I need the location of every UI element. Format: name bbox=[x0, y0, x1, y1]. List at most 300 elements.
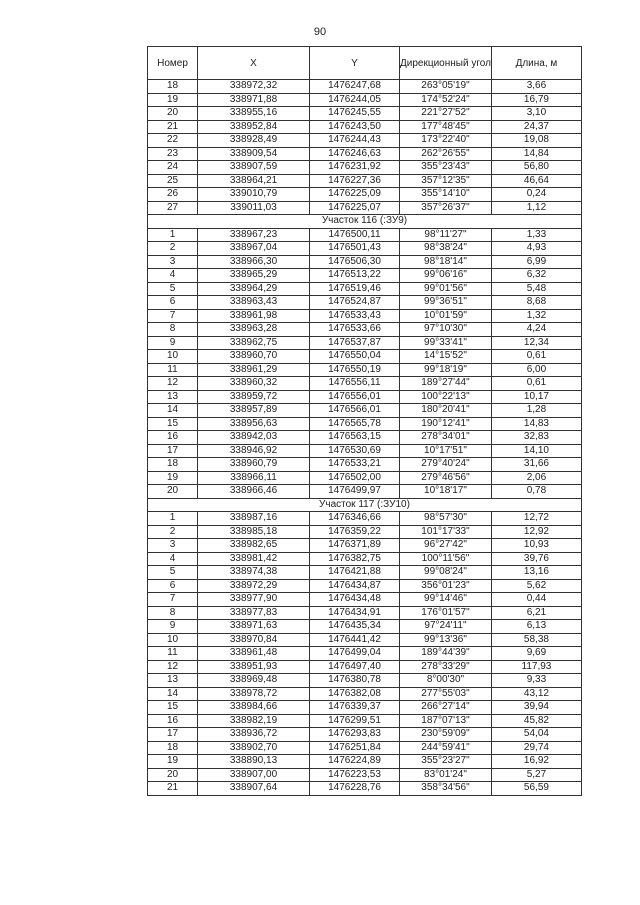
cell-number: 15 bbox=[148, 417, 198, 431]
cell-x: 338942,03 bbox=[198, 431, 310, 445]
cell-length: 1,28 bbox=[491, 404, 581, 418]
cell-length: 12,72 bbox=[491, 512, 581, 526]
cell-number: 21 bbox=[148, 782, 198, 796]
cell-number: 6 bbox=[148, 579, 198, 593]
cell-bearing: 180°20'41" bbox=[400, 404, 492, 418]
cell-bearing: 98°38'24" bbox=[400, 242, 492, 256]
table-row bbox=[148, 323, 582, 337]
header-x: X bbox=[198, 47, 310, 80]
cell-number: 9 bbox=[148, 620, 198, 634]
cell-number: 4 bbox=[148, 552, 198, 566]
cell-y: 1476537,87 bbox=[310, 336, 400, 350]
cell-length: 6,00 bbox=[491, 363, 581, 377]
table-row bbox=[148, 377, 582, 391]
cell-bearing: 262°26'55" bbox=[400, 147, 492, 161]
cell-length: 16,79 bbox=[491, 93, 581, 107]
table-row bbox=[148, 633, 582, 647]
cell-length: 31,66 bbox=[491, 458, 581, 472]
table-row bbox=[148, 336, 582, 350]
cell-number: 26 bbox=[148, 188, 198, 202]
cell-bearing: 97°10'30" bbox=[400, 323, 492, 337]
table-row bbox=[148, 282, 582, 296]
cell-x: 338902,70 bbox=[198, 741, 310, 755]
cell-number: 2 bbox=[148, 242, 198, 256]
cell-bearing: 99°14'46" bbox=[400, 593, 492, 607]
cell-number: 10 bbox=[148, 633, 198, 647]
cell-number: 19 bbox=[148, 93, 198, 107]
cell-x: 338966,46 bbox=[198, 485, 310, 499]
cell-bearing: 99°36'51" bbox=[400, 296, 492, 310]
cell-bearing: 174°52'24" bbox=[400, 93, 492, 107]
table-row bbox=[148, 161, 582, 175]
cell-length: 3,10 bbox=[491, 107, 581, 121]
cell-length: 14,84 bbox=[491, 147, 581, 161]
cell-bearing: 187°07'13" bbox=[400, 714, 492, 728]
cell-bearing: 97°24'11" bbox=[400, 620, 492, 634]
table-row bbox=[148, 485, 582, 499]
cell-x: 338909,54 bbox=[198, 147, 310, 161]
table-row bbox=[148, 201, 582, 215]
table-row bbox=[148, 755, 582, 769]
table-row bbox=[148, 80, 582, 94]
cell-x: 338963,28 bbox=[198, 323, 310, 337]
cell-bearing: 358°34'56" bbox=[400, 782, 492, 796]
cell-bearing: 83°01'24" bbox=[400, 768, 492, 782]
cell-x: 338974,38 bbox=[198, 566, 310, 580]
cell-length: 1,32 bbox=[491, 309, 581, 323]
table-row bbox=[148, 728, 582, 742]
header-number: Номер bbox=[148, 47, 198, 80]
cell-length: 1,33 bbox=[491, 228, 581, 242]
cell-bearing: 278°34'01" bbox=[400, 431, 492, 445]
cell-bearing: 14°15'52" bbox=[400, 350, 492, 364]
cell-y: 1476247,68 bbox=[310, 80, 400, 94]
cell-y: 1476382,75 bbox=[310, 552, 400, 566]
cell-y: 1476506,30 bbox=[310, 255, 400, 269]
cell-bearing: 10°17'51" bbox=[400, 444, 492, 458]
cell-y: 1476225,09 bbox=[310, 188, 400, 202]
header-length: Длина, м bbox=[491, 47, 581, 80]
cell-number: 1 bbox=[148, 228, 198, 242]
table-row bbox=[148, 593, 582, 607]
cell-bearing: 266°27'14" bbox=[400, 701, 492, 715]
cell-x: 338952,84 bbox=[198, 120, 310, 134]
cell-bearing: 279°46'56" bbox=[400, 471, 492, 485]
cell-number: 7 bbox=[148, 593, 198, 607]
cell-number: 21 bbox=[148, 120, 198, 134]
table-row bbox=[148, 188, 582, 202]
cell-x: 338964,21 bbox=[198, 174, 310, 188]
table-row bbox=[148, 417, 582, 431]
cell-number: 4 bbox=[148, 269, 198, 283]
cell-bearing: 98°57'30" bbox=[400, 512, 492, 526]
table-row bbox=[148, 120, 582, 134]
table-row bbox=[148, 714, 582, 728]
cell-y: 1476243,50 bbox=[310, 120, 400, 134]
cell-length: 58,38 bbox=[491, 633, 581, 647]
table-row bbox=[148, 620, 582, 634]
cell-x: 338951,93 bbox=[198, 660, 310, 674]
cell-bearing: 355°23'27" bbox=[400, 755, 492, 769]
cell-x: 338960,70 bbox=[198, 350, 310, 364]
table-row bbox=[148, 768, 582, 782]
cell-number: 20 bbox=[148, 107, 198, 121]
cell-length: 12,92 bbox=[491, 525, 581, 539]
table-row bbox=[148, 107, 582, 121]
cell-bearing: 279°40'24" bbox=[400, 458, 492, 472]
header-y: Y bbox=[310, 47, 400, 80]
cell-bearing: 176°01'57" bbox=[400, 606, 492, 620]
cell-length: 19,08 bbox=[491, 134, 581, 148]
cell-length: 54,04 bbox=[491, 728, 581, 742]
cell-x: 338959,72 bbox=[198, 390, 310, 404]
cell-bearing: 230°59'09" bbox=[400, 728, 492, 742]
cell-y: 1476550,19 bbox=[310, 363, 400, 377]
table-row bbox=[148, 269, 582, 283]
cell-bearing: 101°17'33" bbox=[400, 525, 492, 539]
table-row bbox=[148, 296, 582, 310]
cell-x: 338962,75 bbox=[198, 336, 310, 350]
cell-y: 1476434,87 bbox=[310, 579, 400, 593]
coordinates-table bbox=[147, 46, 582, 796]
cell-x: 338985,18 bbox=[198, 525, 310, 539]
cell-y: 1476500,11 bbox=[310, 228, 400, 242]
cell-number: 18 bbox=[148, 80, 198, 94]
cell-x: 338966,11 bbox=[198, 471, 310, 485]
cell-x: 338971,63 bbox=[198, 620, 310, 634]
cell-x: 338907,59 bbox=[198, 161, 310, 175]
cell-x: 338960,79 bbox=[198, 458, 310, 472]
cell-bearing: 98°18'14" bbox=[400, 255, 492, 269]
cell-bearing: 10°18'17" bbox=[400, 485, 492, 499]
cell-y: 1476224,89 bbox=[310, 755, 400, 769]
cell-number: 8 bbox=[148, 323, 198, 337]
cell-length: 9,33 bbox=[491, 674, 581, 688]
cell-x: 338907,00 bbox=[198, 768, 310, 782]
cell-y: 1476382,08 bbox=[310, 687, 400, 701]
cell-bearing: 99°06'16" bbox=[400, 269, 492, 283]
table-row bbox=[148, 512, 582, 526]
cell-length: 2,06 bbox=[491, 471, 581, 485]
cell-length: 6,13 bbox=[491, 620, 581, 634]
cell-length: 56,80 bbox=[491, 161, 581, 175]
cell-y: 1476299,51 bbox=[310, 714, 400, 728]
cell-length: 1,12 bbox=[491, 201, 581, 215]
cell-length: 14,10 bbox=[491, 444, 581, 458]
cell-x: 338977,83 bbox=[198, 606, 310, 620]
table-row bbox=[148, 309, 582, 323]
cell-y: 1476293,83 bbox=[310, 728, 400, 742]
cell-y: 1476227,36 bbox=[310, 174, 400, 188]
cell-length: 6,32 bbox=[491, 269, 581, 283]
cell-number: 16 bbox=[148, 431, 198, 445]
cell-y: 1476565,78 bbox=[310, 417, 400, 431]
cell-y: 1476556,11 bbox=[310, 377, 400, 391]
cell-bearing: 99°08'24" bbox=[400, 566, 492, 580]
table-row bbox=[148, 552, 582, 566]
cell-length: 5,27 bbox=[491, 768, 581, 782]
cell-number: 13 bbox=[148, 674, 198, 688]
table-row bbox=[148, 687, 582, 701]
cell-number: 12 bbox=[148, 660, 198, 674]
cell-bearing: 96°27'42" bbox=[400, 539, 492, 553]
table-row bbox=[148, 660, 582, 674]
cell-y: 1476513,22 bbox=[310, 269, 400, 283]
cell-y: 1476530,69 bbox=[310, 444, 400, 458]
cell-bearing: 100°11'56" bbox=[400, 552, 492, 566]
table-row bbox=[148, 566, 582, 580]
cell-number: 13 bbox=[148, 390, 198, 404]
cell-number: 11 bbox=[148, 363, 198, 377]
cell-y: 1476497,40 bbox=[310, 660, 400, 674]
table-row bbox=[148, 606, 582, 620]
cell-bearing: 8°00'30" bbox=[400, 674, 492, 688]
table-row bbox=[148, 647, 582, 661]
cell-y: 1476499,04 bbox=[310, 647, 400, 661]
cell-y: 1476441,42 bbox=[310, 633, 400, 647]
cell-number: 14 bbox=[148, 404, 198, 418]
cell-y: 1476339,37 bbox=[310, 701, 400, 715]
cell-number: 7 bbox=[148, 309, 198, 323]
cell-bearing: 190°12'41" bbox=[400, 417, 492, 431]
cell-y: 1476566,01 bbox=[310, 404, 400, 418]
cell-number: 19 bbox=[148, 755, 198, 769]
cell-x: 339011,03 bbox=[198, 201, 310, 215]
table-row bbox=[148, 350, 582, 364]
cell-length: 10,93 bbox=[491, 539, 581, 553]
cell-length: 29,74 bbox=[491, 741, 581, 755]
cell-bearing: 355°23'43" bbox=[400, 161, 492, 175]
cell-length: 4,24 bbox=[491, 323, 581, 337]
cell-number: 12 bbox=[148, 377, 198, 391]
cell-length: 43,12 bbox=[491, 687, 581, 701]
cell-number: 14 bbox=[148, 687, 198, 701]
cell-bearing: 99°33'41" bbox=[400, 336, 492, 350]
cell-x: 338971,88 bbox=[198, 93, 310, 107]
cell-length: 6,21 bbox=[491, 606, 581, 620]
cell-length: 14,83 bbox=[491, 417, 581, 431]
cell-y: 1476251,84 bbox=[310, 741, 400, 755]
cell-x: 338955,16 bbox=[198, 107, 310, 121]
cell-y: 1476519,46 bbox=[310, 282, 400, 296]
cell-x: 338972,29 bbox=[198, 579, 310, 593]
cell-y: 1476228,76 bbox=[310, 782, 400, 796]
cell-x: 338981,42 bbox=[198, 552, 310, 566]
cell-bearing: 99°13'36" bbox=[400, 633, 492, 647]
cell-number: 2 bbox=[148, 525, 198, 539]
cell-length: 45,82 bbox=[491, 714, 581, 728]
cell-y: 1476225,07 bbox=[310, 201, 400, 215]
cell-bearing: 99°18'19" bbox=[400, 363, 492, 377]
cell-number: 15 bbox=[148, 701, 198, 715]
table-row bbox=[148, 255, 582, 269]
cell-length: 13,16 bbox=[491, 566, 581, 580]
cell-number: 22 bbox=[148, 134, 198, 148]
cell-x: 338961,98 bbox=[198, 309, 310, 323]
cell-y: 1476244,05 bbox=[310, 93, 400, 107]
cell-length: 16,92 bbox=[491, 755, 581, 769]
cell-x: 338957,89 bbox=[198, 404, 310, 418]
cell-bearing: 244°59'41" bbox=[400, 741, 492, 755]
cell-y: 1476533,43 bbox=[310, 309, 400, 323]
cell-x: 338982,65 bbox=[198, 539, 310, 553]
cell-x: 339010,79 bbox=[198, 188, 310, 202]
cell-x: 338972,32 bbox=[198, 80, 310, 94]
cell-x: 338987,16 bbox=[198, 512, 310, 526]
table-row bbox=[148, 431, 582, 445]
table-row bbox=[148, 782, 582, 796]
cell-number: 5 bbox=[148, 566, 198, 580]
cell-y: 1476499,97 bbox=[310, 485, 400, 499]
cell-y: 1476434,48 bbox=[310, 593, 400, 607]
cell-y: 1476421,88 bbox=[310, 566, 400, 580]
cell-x: 338907,64 bbox=[198, 782, 310, 796]
cell-bearing: 177°48'45" bbox=[400, 120, 492, 134]
cell-length: 5,62 bbox=[491, 579, 581, 593]
cell-x: 338970,84 bbox=[198, 633, 310, 647]
table-row bbox=[148, 147, 582, 161]
cell-number: 18 bbox=[148, 741, 198, 755]
cell-x: 338960,32 bbox=[198, 377, 310, 391]
cell-number: 11 bbox=[148, 647, 198, 661]
cell-length: 0,44 bbox=[491, 593, 581, 607]
cell-x: 338977,90 bbox=[198, 593, 310, 607]
cell-length: 0,78 bbox=[491, 485, 581, 499]
cell-bearing: 277°55'03" bbox=[400, 687, 492, 701]
cell-number: 17 bbox=[148, 444, 198, 458]
cell-number: 10 bbox=[148, 350, 198, 364]
cell-number: 20 bbox=[148, 768, 198, 782]
cell-number: 6 bbox=[148, 296, 198, 310]
table-header-row bbox=[148, 47, 582, 80]
section-title: Участок 116 (:ЗУ9) bbox=[148, 215, 582, 229]
cell-number: 3 bbox=[148, 255, 198, 269]
cell-x: 338961,48 bbox=[198, 647, 310, 661]
cell-number: 20 bbox=[148, 485, 198, 499]
cell-number: 17 bbox=[148, 728, 198, 742]
table-row bbox=[148, 93, 582, 107]
cell-y: 1476371,89 bbox=[310, 539, 400, 553]
cell-x: 338946,92 bbox=[198, 444, 310, 458]
cell-length: 39,94 bbox=[491, 701, 581, 715]
table-row bbox=[148, 390, 582, 404]
cell-y: 1476556,01 bbox=[310, 390, 400, 404]
cell-x: 338982,19 bbox=[198, 714, 310, 728]
table-row bbox=[148, 579, 582, 593]
cell-number: 18 bbox=[148, 458, 198, 472]
table-row bbox=[148, 539, 582, 553]
cell-x: 338967,04 bbox=[198, 242, 310, 256]
cell-y: 1476563,15 bbox=[310, 431, 400, 445]
cell-length: 0,61 bbox=[491, 377, 581, 391]
cell-x: 338964,29 bbox=[198, 282, 310, 296]
table-row bbox=[148, 525, 582, 539]
cell-x: 338967,23 bbox=[198, 228, 310, 242]
cell-x: 338965,29 bbox=[198, 269, 310, 283]
cell-bearing: 357°26'37" bbox=[400, 201, 492, 215]
cell-x: 338890,13 bbox=[198, 755, 310, 769]
cell-length: 10,17 bbox=[491, 390, 581, 404]
cell-x: 338978,72 bbox=[198, 687, 310, 701]
page-number: 90 bbox=[313, 26, 327, 38]
cell-bearing: 100°22'13" bbox=[400, 390, 492, 404]
cell-y: 1476359,22 bbox=[310, 525, 400, 539]
cell-length: 24,37 bbox=[491, 120, 581, 134]
section-title-row bbox=[148, 215, 582, 229]
cell-y: 1476245,55 bbox=[310, 107, 400, 121]
cell-number: 9 bbox=[148, 336, 198, 350]
cell-number: 8 bbox=[148, 606, 198, 620]
cell-bearing: 99°01'56" bbox=[400, 282, 492, 296]
cell-number: 1 bbox=[148, 512, 198, 526]
table-row bbox=[148, 134, 582, 148]
cell-x: 338936,72 bbox=[198, 728, 310, 742]
table-row bbox=[148, 228, 582, 242]
cell-length: 5,48 bbox=[491, 282, 581, 296]
table-row bbox=[148, 404, 582, 418]
cell-number: 3 bbox=[148, 539, 198, 553]
cell-length: 9,69 bbox=[491, 647, 581, 661]
cell-y: 1476244,43 bbox=[310, 134, 400, 148]
cell-y: 1476434,91 bbox=[310, 606, 400, 620]
cell-y: 1476524,87 bbox=[310, 296, 400, 310]
cell-length: 0,24 bbox=[491, 188, 581, 202]
cell-y: 1476346,66 bbox=[310, 512, 400, 526]
cell-x: 338956,63 bbox=[198, 417, 310, 431]
cell-length: 32,83 bbox=[491, 431, 581, 445]
table-row bbox=[148, 458, 582, 472]
cell-bearing: 263°05'19" bbox=[400, 80, 492, 94]
cell-bearing: 10°01'59" bbox=[400, 309, 492, 323]
cell-number: 25 bbox=[148, 174, 198, 188]
cell-y: 1476246,63 bbox=[310, 147, 400, 161]
table-body bbox=[148, 80, 582, 796]
cell-y: 1476435,34 bbox=[310, 620, 400, 634]
table-row bbox=[148, 174, 582, 188]
cell-length: 12,34 bbox=[491, 336, 581, 350]
cell-y: 1476223,53 bbox=[310, 768, 400, 782]
cell-bearing: 356°01'23" bbox=[400, 579, 492, 593]
cell-bearing: 98°11'27" bbox=[400, 228, 492, 242]
cell-y: 1476533,66 bbox=[310, 323, 400, 337]
cell-length: 0,61 bbox=[491, 350, 581, 364]
cell-number: 19 bbox=[148, 471, 198, 485]
cell-length: 3,66 bbox=[491, 80, 581, 94]
cell-y: 1476502,00 bbox=[310, 471, 400, 485]
cell-number: 16 bbox=[148, 714, 198, 728]
section-title: Участок 117 (:ЗУ10) bbox=[148, 498, 582, 512]
table-row bbox=[148, 741, 582, 755]
cell-bearing: 357°12'35" bbox=[400, 174, 492, 188]
cell-bearing: 355°14'10" bbox=[400, 188, 492, 202]
cell-x: 338961,29 bbox=[198, 363, 310, 377]
cell-y: 1476533,21 bbox=[310, 458, 400, 472]
cell-x: 338928,49 bbox=[198, 134, 310, 148]
cell-length: 6,99 bbox=[491, 255, 581, 269]
table-row bbox=[148, 674, 582, 688]
cell-bearing: 278°33'29" bbox=[400, 660, 492, 674]
cell-bearing: 221°27'52" bbox=[400, 107, 492, 121]
cell-y: 1476231,92 bbox=[310, 161, 400, 175]
cell-number: 5 bbox=[148, 282, 198, 296]
header-bearing: Дирекционный угол bbox=[400, 47, 492, 80]
cell-length: 117,93 bbox=[491, 660, 581, 674]
table-row bbox=[148, 444, 582, 458]
table-row bbox=[148, 363, 582, 377]
cell-length: 39,76 bbox=[491, 552, 581, 566]
cell-length: 4,93 bbox=[491, 242, 581, 256]
cell-x: 338984,66 bbox=[198, 701, 310, 715]
